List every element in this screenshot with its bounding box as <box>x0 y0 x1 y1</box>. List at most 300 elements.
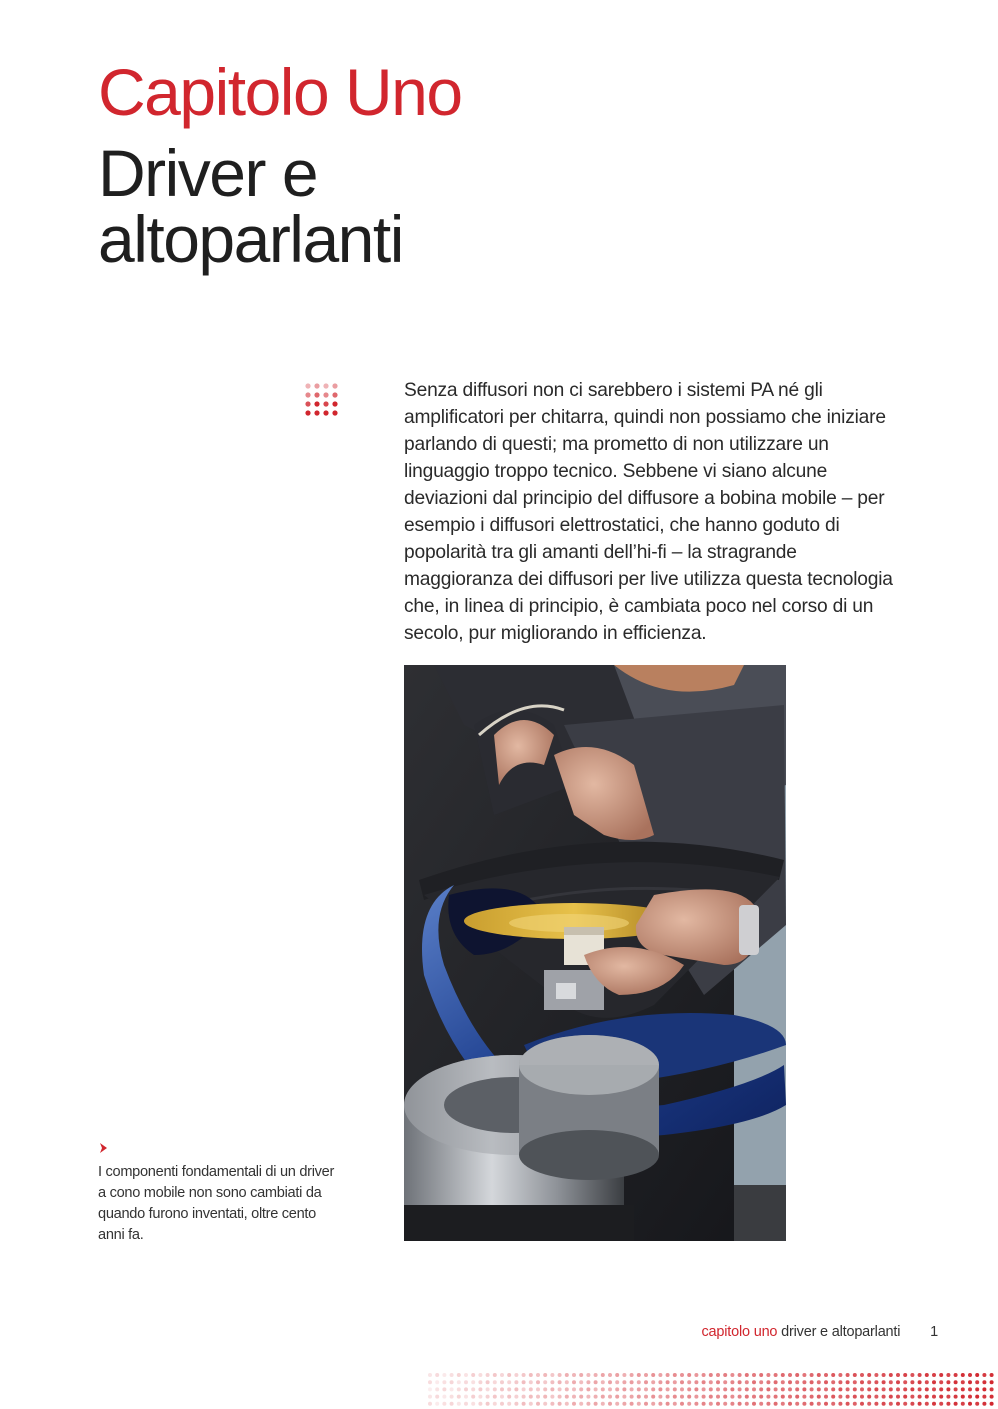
band-dot <box>867 1380 871 1384</box>
band-dot <box>550 1380 554 1384</box>
band-dot <box>622 1373 626 1377</box>
band-dot <box>896 1373 900 1377</box>
band-dot <box>579 1373 583 1377</box>
band-dot <box>738 1395 742 1399</box>
band-dot <box>910 1380 914 1384</box>
band-dot <box>622 1402 626 1406</box>
title-line-1: Driver e <box>98 136 318 210</box>
band-dot <box>594 1402 598 1406</box>
band-dot <box>500 1402 504 1406</box>
band-dot <box>450 1387 454 1391</box>
band-dot <box>500 1395 504 1399</box>
band-dot <box>723 1387 727 1391</box>
band-dot <box>608 1373 612 1377</box>
band-dot <box>694 1373 698 1377</box>
band-dot <box>853 1395 857 1399</box>
band-dot <box>507 1380 511 1384</box>
band-dot <box>824 1380 828 1384</box>
band-dot <box>601 1373 605 1377</box>
band-dot <box>630 1387 634 1391</box>
band-dot <box>543 1380 547 1384</box>
band-dot <box>471 1402 475 1406</box>
band-dot <box>932 1380 936 1384</box>
running-footer <box>702 1324 939 1340</box>
band-dot <box>442 1373 446 1377</box>
band-dot <box>925 1387 929 1391</box>
band-dot <box>565 1380 569 1384</box>
band-dot <box>759 1395 763 1399</box>
band-dot <box>514 1373 518 1377</box>
band-dot <box>601 1395 605 1399</box>
band-dot <box>594 1395 598 1399</box>
band-dot <box>925 1380 929 1384</box>
band-dot <box>457 1373 461 1377</box>
chapter-title <box>98 136 518 276</box>
band-dot <box>658 1387 662 1391</box>
band-dot <box>428 1395 432 1399</box>
speaker-assembly-photo <box>404 665 786 1241</box>
band-dot <box>882 1395 886 1399</box>
band-dot <box>702 1387 706 1391</box>
band-dot <box>565 1395 569 1399</box>
band-dot <box>435 1373 439 1377</box>
band-dot <box>810 1387 814 1391</box>
band-dot <box>975 1387 979 1391</box>
band-dot <box>846 1402 850 1406</box>
band-dot <box>932 1387 936 1391</box>
dot-grid-icon <box>305 383 341 423</box>
band-dot <box>709 1373 713 1377</box>
chapter-label: Capitolo Uno <box>98 55 462 129</box>
band-dot <box>874 1395 878 1399</box>
band-dot <box>867 1395 871 1399</box>
band-dot <box>745 1387 749 1391</box>
band-dot <box>716 1387 720 1391</box>
band-dot <box>428 1402 432 1406</box>
band-dot <box>644 1373 648 1377</box>
band-dot <box>788 1380 792 1384</box>
band-dot <box>774 1402 778 1406</box>
band-dot <box>795 1395 799 1399</box>
band-dot <box>788 1395 792 1399</box>
band-dot <box>867 1373 871 1377</box>
band-dot <box>514 1380 518 1384</box>
band-dot <box>464 1395 468 1399</box>
band-dot <box>918 1380 922 1384</box>
band-dot <box>615 1373 619 1377</box>
band-dot <box>918 1387 922 1391</box>
band-dot <box>529 1387 533 1391</box>
band-dot <box>637 1387 641 1391</box>
band-dot <box>673 1395 677 1399</box>
band-dot <box>529 1402 533 1406</box>
band-dot <box>536 1395 540 1399</box>
band-dot <box>860 1380 864 1384</box>
band-dot <box>486 1387 490 1391</box>
band-dot <box>572 1395 576 1399</box>
band-dot <box>723 1395 727 1399</box>
band-dot <box>428 1373 432 1377</box>
band-dot <box>752 1380 756 1384</box>
band-dot <box>954 1380 958 1384</box>
photo-caption: I componenti fondamentali di un driver a cono mobile non sono cambiati da quando furono inventati, oltre cento anni fa. <box>98 1164 335 1243</box>
band-dot <box>766 1402 770 1406</box>
band-dot <box>486 1373 490 1377</box>
band-dot <box>788 1402 792 1406</box>
band-dot <box>817 1373 821 1377</box>
band-dot <box>500 1373 504 1377</box>
band-dot <box>687 1402 691 1406</box>
band-dot <box>946 1395 950 1399</box>
band-dot <box>558 1373 562 1377</box>
band-dot <box>954 1402 958 1406</box>
band-dot <box>824 1395 828 1399</box>
band-dot <box>493 1402 497 1406</box>
band-dot <box>565 1402 569 1406</box>
band-dot <box>954 1373 958 1377</box>
band-dot <box>586 1373 590 1377</box>
band-dot <box>536 1373 540 1377</box>
band-dot <box>630 1373 634 1377</box>
band-dot <box>932 1395 936 1399</box>
band-dot <box>558 1395 562 1399</box>
footer-section: capitolo uno <box>701 1324 778 1340</box>
band-dot <box>838 1402 842 1406</box>
band-dot <box>961 1395 965 1399</box>
band-dot <box>961 1380 965 1384</box>
band-dot <box>824 1373 828 1377</box>
band-dot <box>486 1395 490 1399</box>
band-dot <box>910 1395 914 1399</box>
band-dot <box>558 1387 562 1391</box>
band-dot <box>925 1373 929 1377</box>
band-dot <box>918 1373 922 1377</box>
band-dot <box>723 1402 727 1406</box>
band-dot <box>788 1373 792 1377</box>
band-dot <box>536 1380 540 1384</box>
band-dot <box>867 1387 871 1391</box>
band-dot <box>781 1380 785 1384</box>
band-dot <box>853 1387 857 1391</box>
arrow-right-icon <box>99 1142 109 1154</box>
band-dot <box>889 1395 893 1399</box>
band-dot <box>752 1402 756 1406</box>
band-dot <box>853 1402 857 1406</box>
band-dot <box>428 1387 432 1391</box>
band-dot <box>939 1395 943 1399</box>
band-dot <box>802 1387 806 1391</box>
band-dot <box>630 1380 634 1384</box>
band-dot <box>507 1402 511 1406</box>
band-dot <box>925 1395 929 1399</box>
band-dot <box>903 1380 907 1384</box>
band-dot <box>723 1380 727 1384</box>
band-dot <box>615 1380 619 1384</box>
band-dot <box>594 1387 598 1391</box>
title-line-2: altoparlanti <box>98 202 403 276</box>
band-dot <box>954 1387 958 1391</box>
band-dot <box>471 1395 475 1399</box>
band-dot <box>990 1387 994 1391</box>
band-dot <box>730 1373 734 1377</box>
band-dot <box>572 1387 576 1391</box>
band-dot <box>853 1373 857 1377</box>
band-dot <box>594 1373 598 1377</box>
band-dot <box>810 1380 814 1384</box>
band-dot <box>558 1402 562 1406</box>
band-dot <box>961 1373 965 1377</box>
band-dot <box>795 1373 799 1377</box>
band-dot <box>543 1402 547 1406</box>
band-dot <box>831 1395 835 1399</box>
band-dot <box>716 1380 720 1384</box>
band-dot <box>630 1395 634 1399</box>
band-dot <box>874 1387 878 1391</box>
band-dot <box>702 1380 706 1384</box>
band-dot <box>990 1402 994 1406</box>
band-dot <box>658 1373 662 1377</box>
band-dot <box>774 1373 778 1377</box>
band-dot <box>572 1402 576 1406</box>
band-dot <box>990 1395 994 1399</box>
band-dot <box>694 1395 698 1399</box>
band-dot <box>493 1387 497 1391</box>
band-dot <box>817 1387 821 1391</box>
band-dot <box>810 1373 814 1377</box>
band-dot <box>730 1395 734 1399</box>
band-dot <box>946 1380 950 1384</box>
band-dot <box>644 1380 648 1384</box>
band-dot <box>846 1395 850 1399</box>
band-dot <box>536 1387 540 1391</box>
band-dot <box>709 1380 713 1384</box>
band-dot <box>687 1387 691 1391</box>
band-dot <box>457 1380 461 1384</box>
band-dot <box>802 1395 806 1399</box>
band-dot <box>579 1387 583 1391</box>
band-dot <box>543 1387 547 1391</box>
band-dot <box>428 1380 432 1384</box>
band-dot <box>766 1387 770 1391</box>
band-dot <box>774 1380 778 1384</box>
band-dot <box>687 1395 691 1399</box>
band-dot <box>529 1380 533 1384</box>
band-dot <box>471 1373 475 1377</box>
band-dot <box>586 1387 590 1391</box>
band-dot <box>903 1395 907 1399</box>
band-dot <box>781 1402 785 1406</box>
band-dot <box>514 1387 518 1391</box>
band-dot <box>752 1395 756 1399</box>
intro-paragraph: Senza diffusori non ci sarebbero i sistemi PA né gli amplificatori per chitarra, quindi non possiamo che iniziare parlando di questi; ma prometto di non utilizzare un linguaggio troppo tecnico. Sebbene vi siano alcune deviazioni dal principio del diffusore a bobina mobile – per esempio i diffusori elettrostatici, che hanno goduto di popolarità tra gli amanti dell’hi-fi – la stragrande maggioranza dei diffusori per live utilizza questa tecnologia che, in linea di principio, è cambiata poco nel corso di un secolo, pur migliorando in efficienza. <box>404 380 893 644</box>
band-dot <box>702 1373 706 1377</box>
band-dot <box>644 1402 648 1406</box>
band-dot <box>918 1402 922 1406</box>
band-dot <box>471 1380 475 1384</box>
band-dot <box>903 1373 907 1377</box>
band-dot <box>601 1402 605 1406</box>
band-dot <box>586 1380 590 1384</box>
band-dot <box>932 1373 936 1377</box>
band-dot <box>514 1402 518 1406</box>
band-dot <box>896 1380 900 1384</box>
band-dot <box>968 1373 972 1377</box>
band-dot <box>637 1373 641 1377</box>
band-dot <box>961 1387 965 1391</box>
band-dot <box>478 1387 482 1391</box>
band-dot <box>882 1373 886 1377</box>
band-dot <box>550 1402 554 1406</box>
band-dot <box>702 1402 706 1406</box>
band-dot <box>572 1380 576 1384</box>
band-dot <box>442 1387 446 1391</box>
band-dot <box>982 1380 986 1384</box>
band-dot <box>874 1373 878 1377</box>
band-dot <box>471 1387 475 1391</box>
band-dot <box>435 1402 439 1406</box>
band-dot <box>716 1395 720 1399</box>
band-dot <box>579 1402 583 1406</box>
band-dot <box>435 1380 439 1384</box>
band-dot <box>896 1395 900 1399</box>
band-dot <box>673 1380 677 1384</box>
band-dot <box>874 1380 878 1384</box>
band-dot <box>464 1380 468 1384</box>
band-dot <box>615 1387 619 1391</box>
band-dot <box>860 1395 864 1399</box>
band-dot <box>608 1380 612 1384</box>
band-dot <box>435 1387 439 1391</box>
band-dot <box>745 1373 749 1377</box>
band-dot <box>658 1395 662 1399</box>
band-dot <box>536 1402 540 1406</box>
band-dot <box>558 1380 562 1384</box>
band-dot <box>745 1380 749 1384</box>
band-dot <box>464 1387 468 1391</box>
band-dot <box>982 1395 986 1399</box>
band-dot <box>846 1373 850 1377</box>
band-dot <box>925 1402 929 1406</box>
band-dot <box>529 1395 533 1399</box>
band-dot <box>601 1380 605 1384</box>
band-dot <box>838 1380 842 1384</box>
band-dot <box>903 1387 907 1391</box>
band-dot <box>658 1402 662 1406</box>
band-dot <box>846 1380 850 1384</box>
band-dot <box>594 1380 598 1384</box>
band-dot <box>478 1373 482 1377</box>
band-dot <box>838 1395 842 1399</box>
band-dot <box>493 1395 497 1399</box>
band-dot <box>889 1380 893 1384</box>
band-dot <box>802 1373 806 1377</box>
band-dot <box>666 1387 670 1391</box>
band-dot <box>666 1402 670 1406</box>
band-dot <box>637 1395 641 1399</box>
band-dot <box>464 1373 468 1377</box>
band-dot <box>680 1387 684 1391</box>
band-dot <box>975 1380 979 1384</box>
band-dot <box>615 1402 619 1406</box>
band-dot <box>752 1387 756 1391</box>
band-dot <box>860 1373 864 1377</box>
band-dot <box>493 1380 497 1384</box>
band-dot <box>738 1402 742 1406</box>
band-dot <box>838 1373 842 1377</box>
band-dot <box>644 1395 648 1399</box>
band-dot <box>630 1402 634 1406</box>
band-dot <box>781 1387 785 1391</box>
band-dot <box>752 1373 756 1377</box>
band-dot <box>810 1402 814 1406</box>
band-dot <box>774 1395 778 1399</box>
band-dot <box>565 1387 569 1391</box>
band-dot <box>651 1373 655 1377</box>
band-dot <box>702 1395 706 1399</box>
band-dot <box>759 1402 763 1406</box>
band-dot <box>766 1395 770 1399</box>
band-dot <box>694 1402 698 1406</box>
band-dot <box>579 1395 583 1399</box>
band-dot <box>680 1395 684 1399</box>
band-dot <box>709 1395 713 1399</box>
band-dot <box>889 1373 893 1377</box>
band-dot <box>615 1395 619 1399</box>
band-dot <box>565 1373 569 1377</box>
band-dot <box>824 1402 828 1406</box>
band-dot <box>651 1387 655 1391</box>
band-dot <box>507 1373 511 1377</box>
band-dot <box>457 1395 461 1399</box>
band-dot <box>802 1380 806 1384</box>
band-dot <box>522 1395 526 1399</box>
band-dot <box>824 1387 828 1391</box>
band-dot <box>939 1402 943 1406</box>
band-dot <box>766 1380 770 1384</box>
band-dot <box>968 1395 972 1399</box>
band-dot <box>601 1387 605 1391</box>
band-dot <box>716 1402 720 1406</box>
band-dot <box>831 1402 835 1406</box>
band-dot <box>939 1373 943 1377</box>
band-dot <box>867 1402 871 1406</box>
band-dot <box>961 1402 965 1406</box>
band-dot <box>968 1387 972 1391</box>
band-dot <box>882 1387 886 1391</box>
band-dot <box>716 1373 720 1377</box>
band-dot <box>918 1395 922 1399</box>
band-dot <box>622 1387 626 1391</box>
band-dot <box>738 1373 742 1377</box>
band-dot <box>968 1380 972 1384</box>
band-dot <box>586 1395 590 1399</box>
band-dot <box>651 1380 655 1384</box>
band-dot <box>831 1380 835 1384</box>
band-dot <box>694 1380 698 1384</box>
band-dot <box>882 1402 886 1406</box>
band-dot <box>882 1380 886 1384</box>
band-dot <box>608 1387 612 1391</box>
band-dot <box>817 1402 821 1406</box>
band-dot <box>730 1402 734 1406</box>
band-dot <box>687 1380 691 1384</box>
band-dot <box>774 1387 778 1391</box>
band-dot <box>486 1402 490 1406</box>
band-dot <box>579 1380 583 1384</box>
band-dot <box>522 1380 526 1384</box>
band-dot <box>910 1387 914 1391</box>
band-dot <box>759 1373 763 1377</box>
